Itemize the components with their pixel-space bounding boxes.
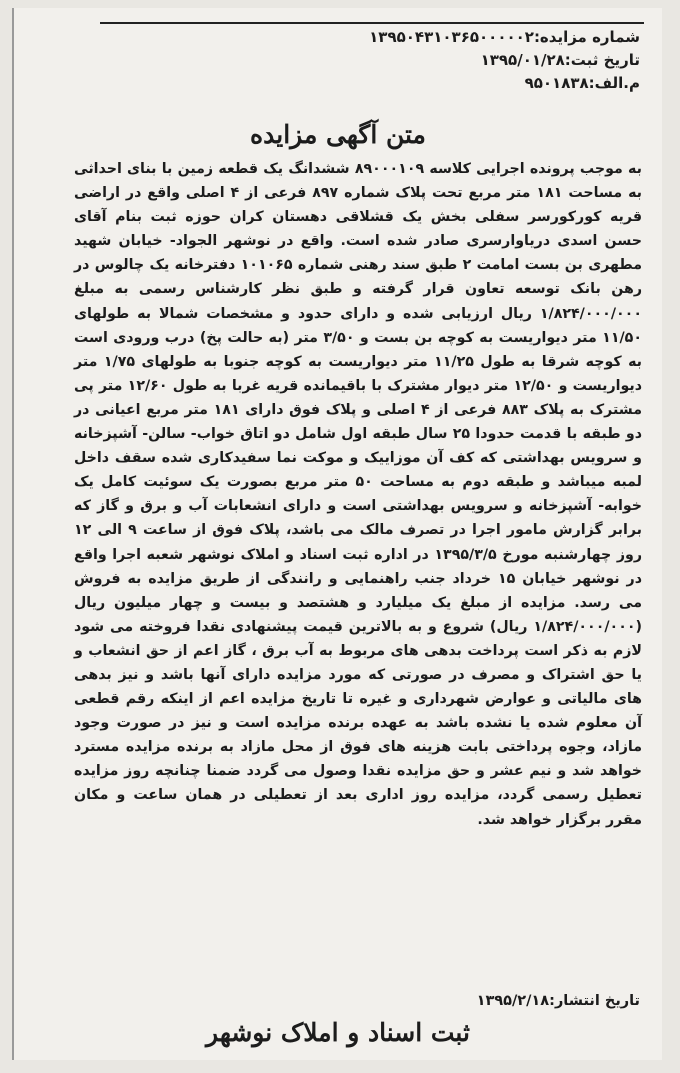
publication-date: تاریخ انتشار:۱۳۹۵/۲/۱۸	[476, 993, 640, 1009]
notice-title: متن آگهی مزایده	[250, 120, 426, 149]
reference-number: م.الف:۹۵۰۱۸۳۸	[524, 74, 640, 92]
issuing-office: ثبت اسناد و املاک نوشهر	[206, 1018, 470, 1047]
auction-number: شماره مزایده:۱۳۹۵۰۴۳۱۰۳۶۵۰۰۰۰۰۲	[369, 28, 640, 46]
notice-body: به موجب پرونده اجرایی کلاسه ۸۹۰۰۰۱۰۹ ششدانگ یک قطعه زمین با بنای احداثی به مساحت ۱۸۱ متر مربع تحت پلاک شماره ۸۹۷ فرعی از ۴ اصلی واقع در اراضی قریه کورکورسر سفلی بخش یک قشلاقی دهستان کران حوزه ثبت بنام آقای حسن اسدی دریاوارسری صادر شده است. واقع در نوشهر الجواد- خیابان شهید مطهری بن بست امامت ۲ طبق سند رهنی شماره ۱۰۱۰۶۵ دفترخانه یک چالوس در رهن بانک توسعه تعاون قرار گرفته و طبق نظر کارشناس رسمی به مبلغ ۱/۸۲۴/۰۰۰/۰۰۰ ریال ارزیابی شده و دارای حدود و مشخصات شمالا به طولهای ۱۱/۵۰ متر دیواریست به کوچه بن بست و ۳/۵۰ متر (به حالت پخ) درب ورودی است به کوچه شرقا به طول ۱۱/۲۵ متر دیواریست به کوچه جنوبا به طولهای ۱/۷۵ متر دیواریست و ۱۲/۵۰ متر دیوار مشترک با باقیمانده قریه غربا به طول ۱۲/۶۰ متر پی مشترک به پلاک ۸۸۳ فرعی از ۴ اصلی و پلاک فوق دارای ۱۸۱ متر مربع اعیانی در دو طبقه با قدمت حدودا ۲۵ سال طبقه اول شامل دو اتاق خواب- سالن- آشپزخانه و سرویس بهداشتی که کف آن موزاییک و موکت نما سفیدکاری شده سقف داخل لمبه میباشد و طبقه دوم به مساحت ۵۰ متر مربع بصورت یک سوئیت کامل یک خوابه- آشپزخانه و سرویس بهداشتی است و دارای انشعابات آب و برق و گاز که برابر گزارش مامور اجرا در تصرف مالک می باشد، پلاک فوق از ساعت ۹ الی ۱۲ روز چهارشنبه مورخ ۱۳۹۵/۳/۵ در اداره ثبت اسناد و املاک نوشهر شعبه اجرا واقع در نوشهر خیابان ۱۵ خرداد جنب راهنمایی و رانندگی از طریق مزایده به فروش می رسد. مزایده از مبلغ یک میلیارد و هشتصد و بیست و چهار میلیون ریال (۱/۸۲۴/۰۰۰/۰۰۰ ریال) شروع و به بالاترین قیمت پیشنهادی نقدا فروخته می شود لازم به ذکر است پرداخت بدهی های مربوط به آب برق ، گاز اعم از حق انشعاب و یا حق اشتراک و مصرف در صورتی که مورد مزایده دارای آنها باشد و نیز بدهی های مالیاتی و عوارض شهرداری و غیره تا تاریخ مزایده اعم از اینکه رقم قطعی آن معلوم شده یا نشده باشد به عهده برنده مزایده است و نیز در صورت وجود مازاد، وجوه پرداختی بابت هزینه های فوق از محل مازاد به برنده مزایده مسترد خواهد شد و نیم عشر و حق مزایده نقدا وصول می گردد ضمنا چنانچه روز مزایده تعطیل رسمی گردد، مزایده روز اداری بعد از تعطیلی در همان ساعت و مکان مقرر برگزار خواهد شد.	[74, 161, 643, 828]
top-divider	[100, 22, 644, 24]
registration-date: تاریخ ثبت:۱۳۹۵/۰۱/۲۸	[480, 51, 640, 69]
notice-metadata	[20, 26, 640, 95]
newspaper-clipping	[12, 8, 662, 1060]
